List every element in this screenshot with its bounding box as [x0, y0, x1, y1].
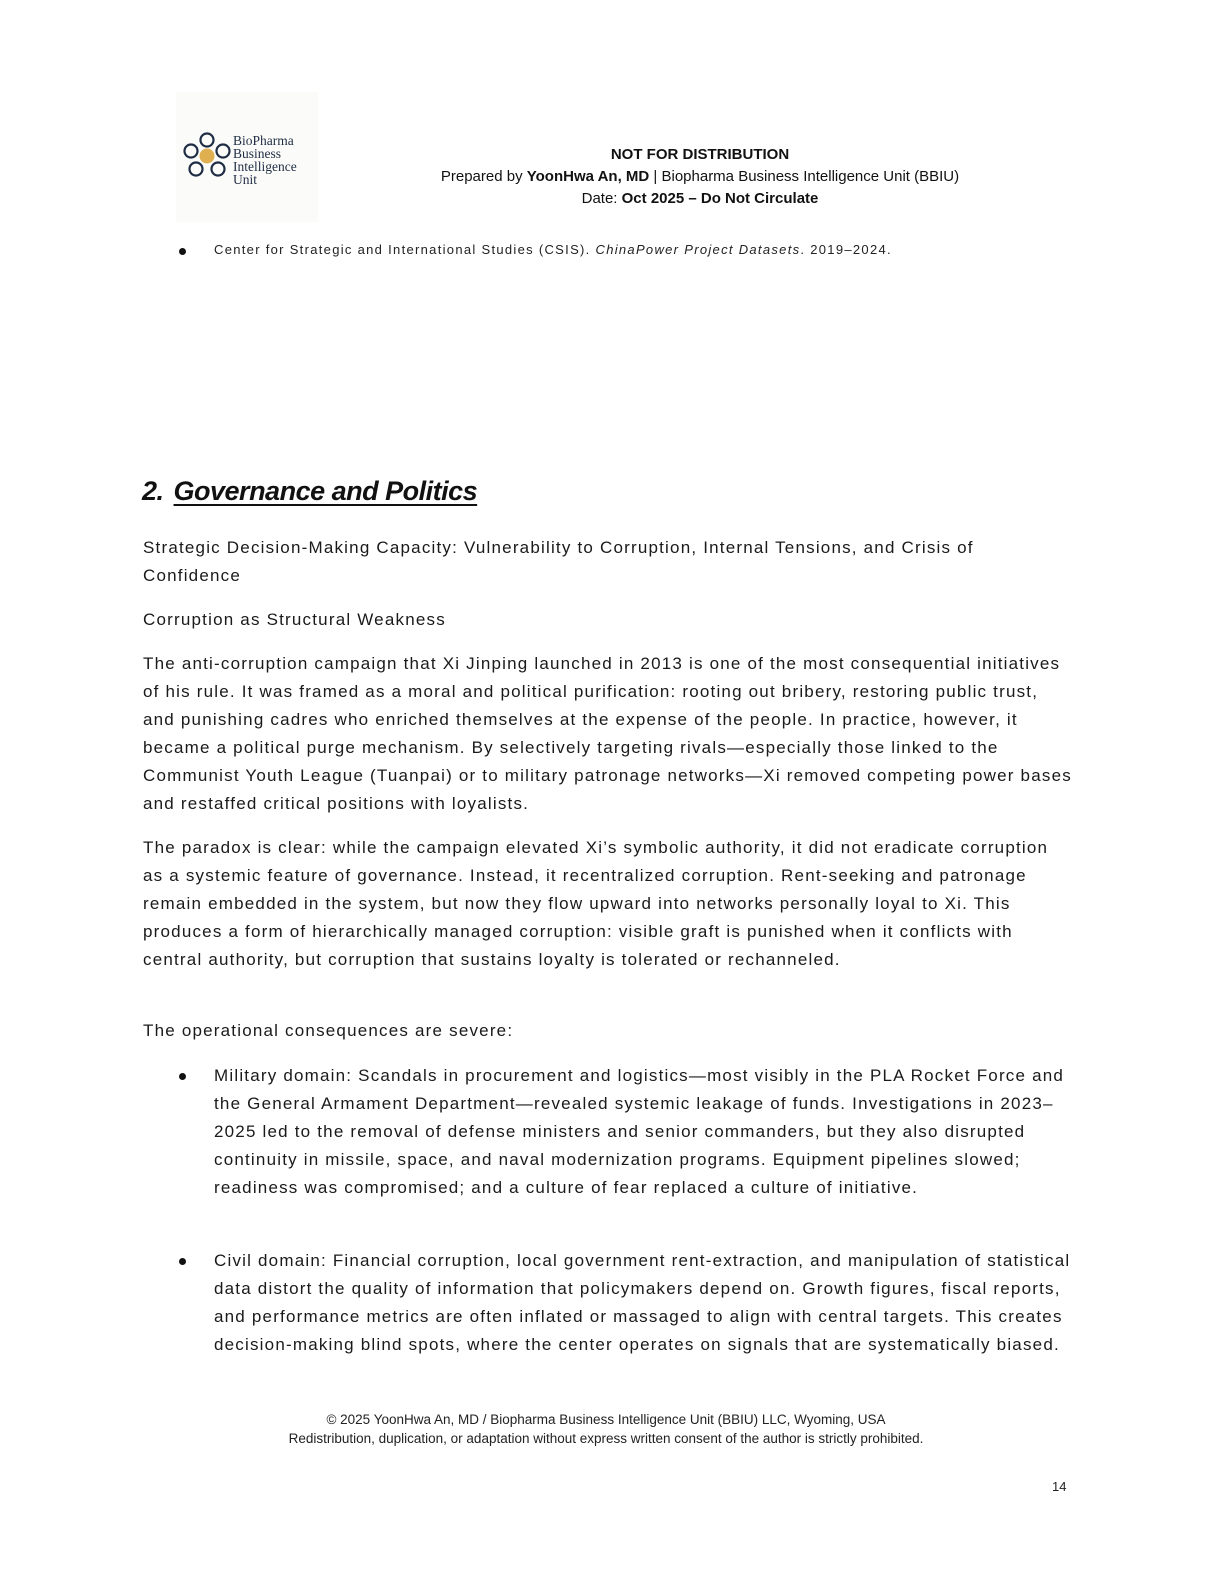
pentagon-network-logo-icon — [182, 132, 232, 180]
list-item-military: Military domain: Scandals in procurement and logistics—most visibly in the PLA Rocket Force and the General Armament Department—revealed systemic leakage of funds. Investigations in 2023–2025 led to the removal of defense ministers and senior commanders, but they also disrupted continuity in missile, space, and naval modernization programs. Equipment pipelines slowed; readiness was compromised; and a culture of fear replaced a culture of initiative. — [214, 1066, 1065, 1197]
author-name: YoonHwa An, MD — [526, 168, 650, 185]
paragraph: The operational consequences are severe: — [143, 1021, 514, 1040]
section-number: 2. — [142, 476, 164, 506]
paragraph: The anti-corruption campaign that Xi Jinping launched in 2013 is one of the most consequential initiatives of his rule. It was framed as a moral and political purification: rooting out bribery, restoring public trust, and punishing cadres who enriched themselves at the expense of the people. In practice, however, it became a political purge mechanism. By selectively targeting rivals—especially those linked to the Communist Youth League (Tuanpai) or to military patronage networks—Xi removed competing power bases and restaffed critical positions with loyalists. — [143, 654, 1072, 813]
reference-item: Center for Strategic and International Studies (CSIS). ChinaPower Project Datasets. 2019–2024. — [214, 242, 892, 257]
copyright: © 2025 YoonHwa An, MD / Biopharma Business Intelligence Unit (BBIU) LLC, Wyoming, USA — [326, 1412, 886, 1427]
document-header — [400, 144, 1000, 210]
bullet-icon — [179, 1258, 186, 1265]
reference-title: ChinaPower Project Datasets — [595, 242, 801, 257]
bullet-icon — [179, 1073, 186, 1080]
logo-wordmark — [233, 134, 297, 186]
logo-line: BioPharma — [233, 133, 294, 148]
list-item-civil: Civil domain: Financial corruption, local government rent-extraction, and manipulation of statistical data distort the quality of information that policymakers depend on. Growth figures, fiscal reports, and performance metrics are often inflated or massaged to align with central targets. This creates decision-making blind spots, where the center operates on signals that are systematically biased. — [214, 1251, 1071, 1354]
section-subtitle: Strategic Decision-Making Capacity: Vulnerability to Corruption, Internal Tensions, and Crisis of Confidence — [143, 538, 974, 585]
section-heading — [142, 476, 477, 507]
logo-line: Intelligence — [233, 159, 297, 174]
date-value: Oct 2025 – Do Not Circulate — [621, 190, 819, 207]
bbiu-logo — [176, 92, 318, 222]
prepared-by-line: Prepared by YoonHwa An, MD | Biopharma Business Intelligence Unit (BBIU) — [440, 168, 960, 185]
section-title: Governance and Politics — [173, 476, 478, 506]
distribution-notice: NOT FOR DISTRIBUTION — [610, 146, 790, 163]
redistribution-notice: Redistribution, duplication, or adaptation without express written consent of the author is strictly prohibited. — [288, 1431, 924, 1446]
date-line: Date: Oct 2025 – Do Not Circulate — [581, 190, 819, 207]
logo-line: Unit — [233, 172, 258, 187]
bullet-icon — [179, 248, 186, 255]
paragraph: The paradox is clear: while the campaign elevated Xi’s symbolic authority, it did not eradicate corruption as a systemic feature of governance. Instead, it recentralized corruption. Rent-seeking and patronage remain embedded in the system, but now they flow upward into networks personally loyal to Xi. This produces a form of hierarchically managed corruption: visible graft is punished when it conflicts with central authority, but corruption that sustains loyalty is tolerated or rechanneled. — [143, 838, 1049, 969]
page-number: 14 — [1052, 1479, 1067, 1494]
subheading: Corruption as Structural Weakness — [143, 610, 446, 629]
logo-line: Business — [233, 146, 282, 161]
footer — [200, 1410, 1012, 1448]
